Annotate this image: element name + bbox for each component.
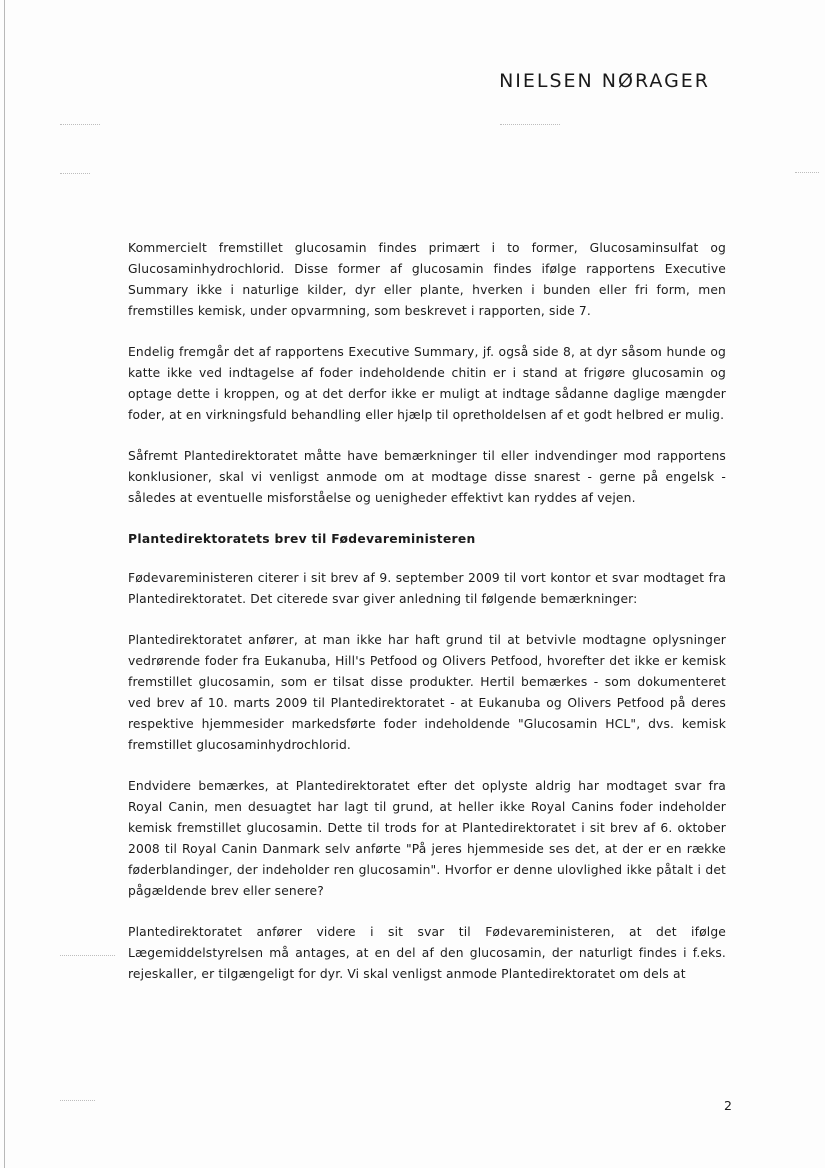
letter-body — [128, 238, 726, 1005]
paragraph: Endvidere bemærkes, at Plantedirektoratet efter det oplyste aldrig har modtaget svar fra Royal Canin, men desuagtet har lagt til grund, at heller ikke Royal Canins foder indeholder kemisk fremstillet glucosamin. Dette til trods for at Plantedirektoratet i sit brev af 6. oktober 2008 til Royal Canin Danmark selv anførte "På jeres hjemmeside ses det, at der er en række føderblandinger, der indeholder ren glucosamin". Hvorfor er denne ulovlighed ikke påtalt i det pågældende brev eller senere? — [128, 779, 726, 898]
scan-artifact — [795, 172, 819, 174]
paragraph: Fødevareministeren citerer i sit brev af 9. september 2009 til vort kontor et svar modtaget fra Plantedirektoratet. Det citerede svar giver anledning til følgende bemærkninger: — [128, 571, 726, 606]
scan-artifact — [60, 173, 90, 175]
letterhead: NIELSEN NØRAGER — [499, 70, 710, 92]
scan-artifact — [500, 124, 560, 126]
paragraph: Kommercielt fremstillet glucosamin findes primært i to former, Glucosaminsulfat og Glucosaminhydrochlorid. Disse former af glucosamin findes ifølge rapportens Executive Summary ikke i naturlige kilder, dyr eller plante, hverken i bunden eller fri form, men fremstilles kemisk, under opvarmning, som beskrevet i rapporten, side 7. — [128, 241, 726, 318]
scan-artifact — [60, 1100, 95, 1102]
paragraph: Plantedirektoratet anfører, at man ikke har haft grund til at betvivle modtagne oplysninger vedrørende foder fra Eukanuba, Hill's Petfood og Olivers Petfood, hvorefter det ikke er kemisk fremstillet glucosamin, som er tilsat disse produkter. Hertil bemærkes - som dokumenteret ved brev af 10. marts 2009 til Plantedirektoratet - at Eukanuba og Olivers Petfood på deres respektive hjemmesider markedsførte foder indeholdende "Glucosamin HCL", dvs. kemisk fremstillet glucosaminhydrochlorid. — [128, 633, 726, 752]
scan-edge — [4, 0, 5, 1168]
scan-artifact — [60, 955, 115, 957]
paragraph: Såfremt Plantedirektoratet måtte have bemærkninger til eller indvendinger mod rapportens konklusioner, skal vi venligst anmode om at modtage disse snarest - gerne på engelsk - således at eventuelle misforståelse og uenigheder effektivt kan ryddes af vejen. — [128, 449, 726, 505]
scan-artifact — [60, 124, 100, 126]
page-number: 2 — [724, 1098, 732, 1113]
section-heading: Plantedirektoratets brev til Fødevareministeren — [128, 532, 476, 546]
paragraph: Endelig fremgår det af rapportens Executive Summary, jf. også side 8, at dyr såsom hunde og katte ikke ved indtagelse af foder indeholdende chitin er i stand at frigøre glucosamin og optage dette i kroppen, og at det derfor ikke er muligt at indtage sådanne daglige mængder foder, at en virkningsfuld behandling eller hjælp til opretholdelsen af et godt helbred er mulig. — [128, 345, 726, 422]
paragraph: Plantedirektoratet anfører videre i sit svar til Fødevareministeren, at det ifølge Lægemiddelstyrelsen må antages, at en del af den glucosamin, der naturligt findes i f.eks. rejeskaller, er tilgængeligt for dyr. Vi skal venligst anmode Plantedirektoratet om dels at — [128, 925, 726, 981]
